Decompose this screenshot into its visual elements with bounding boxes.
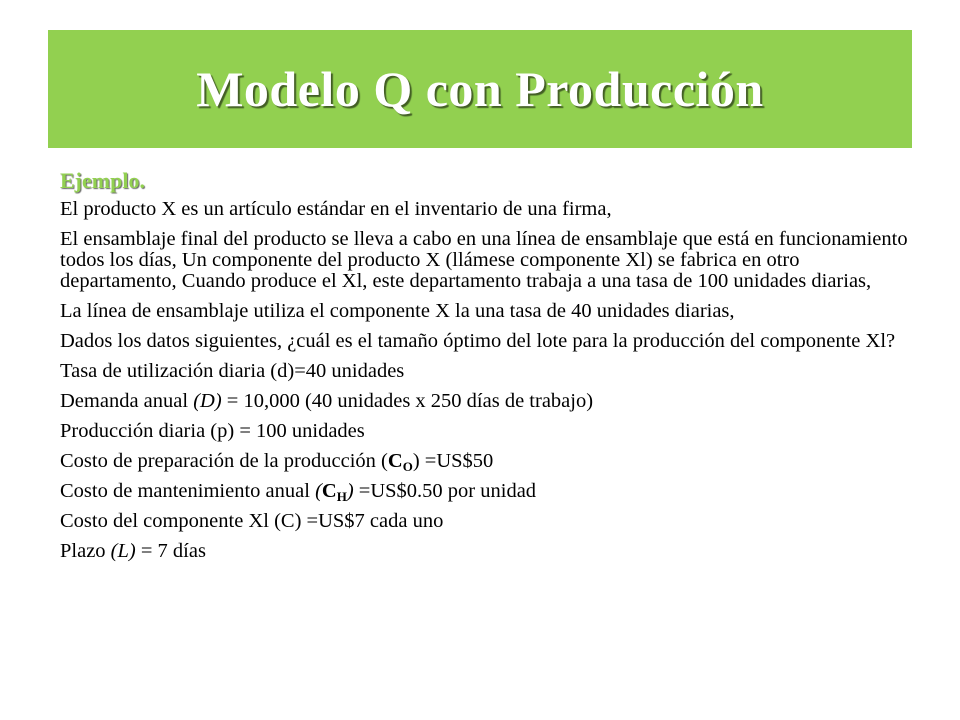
title-banner (48, 30, 912, 148)
setup-cost-prefix: Costo de preparación de la producción ( (60, 450, 388, 472)
paragraph-question: Dados los datos siguientes, ¿cuál es el tamaño óptimo del lote para la producción del componente Xl? (60, 330, 896, 352)
annual-demand (60, 391, 910, 412)
holding-cost-open: ( (315, 480, 322, 502)
lead-time-var: (L) (110, 540, 136, 562)
holding-cost-symbol: C (321, 480, 337, 502)
setup-cost (60, 451, 910, 472)
paragraph-intro: El producto X es un artículo estándar en el inventario de una firma, (60, 198, 612, 220)
holding-cost-prefix: Costo de mantenimiento anual (60, 480, 316, 502)
setup-cost-symbol: C (387, 450, 403, 472)
daily-production: Producción diaria (p) = 100 unidades (60, 420, 365, 442)
paragraph-assembly: El ensamblaje final del producto se lleva a cabo en una línea de ensamblaje que está en funcionamiento todos los días, Un componente del producto X (llámese componente Xl) se fabrica en otro departamento, Cuando produce el Xl, este departamento trabaja a una tasa de 100 unidades diarias, (60, 228, 908, 292)
slide-title: Modelo Q con Producción (196, 61, 764, 117)
setup-cost-suffix: ) =US$50 (412, 450, 494, 472)
annual-demand-suffix: = 10,000 (40 unidades x 250 días de trabajo) (221, 390, 594, 412)
annual-demand-var: (D) (193, 390, 222, 412)
example-heading: Ejemplo. (60, 168, 145, 193)
holding-cost-suffix: =US$0.50 por unidad (353, 480, 537, 502)
component-cost: Costo del componente Xl (C) =US$7 cada uno (60, 510, 444, 532)
lead-time (60, 541, 910, 562)
holding-cost-subscript: H (336, 489, 347, 504)
lead-time-suffix: = 7 días (135, 540, 206, 562)
slide-content (60, 170, 910, 571)
daily-usage-rate: Tasa de utilización diaria (d)=40 unidades (60, 360, 405, 382)
holding-cost-close: ) (346, 480, 354, 502)
annual-demand-prefix: Demanda anual (60, 390, 194, 412)
paragraph-usage-rate: La línea de ensamblaje utiliza el componente X la una tasa de 40 unidades diarias, (60, 300, 735, 322)
lead-time-prefix: Plazo (60, 540, 111, 562)
holding-cost (60, 481, 910, 502)
setup-cost-subscript: O (402, 459, 413, 474)
